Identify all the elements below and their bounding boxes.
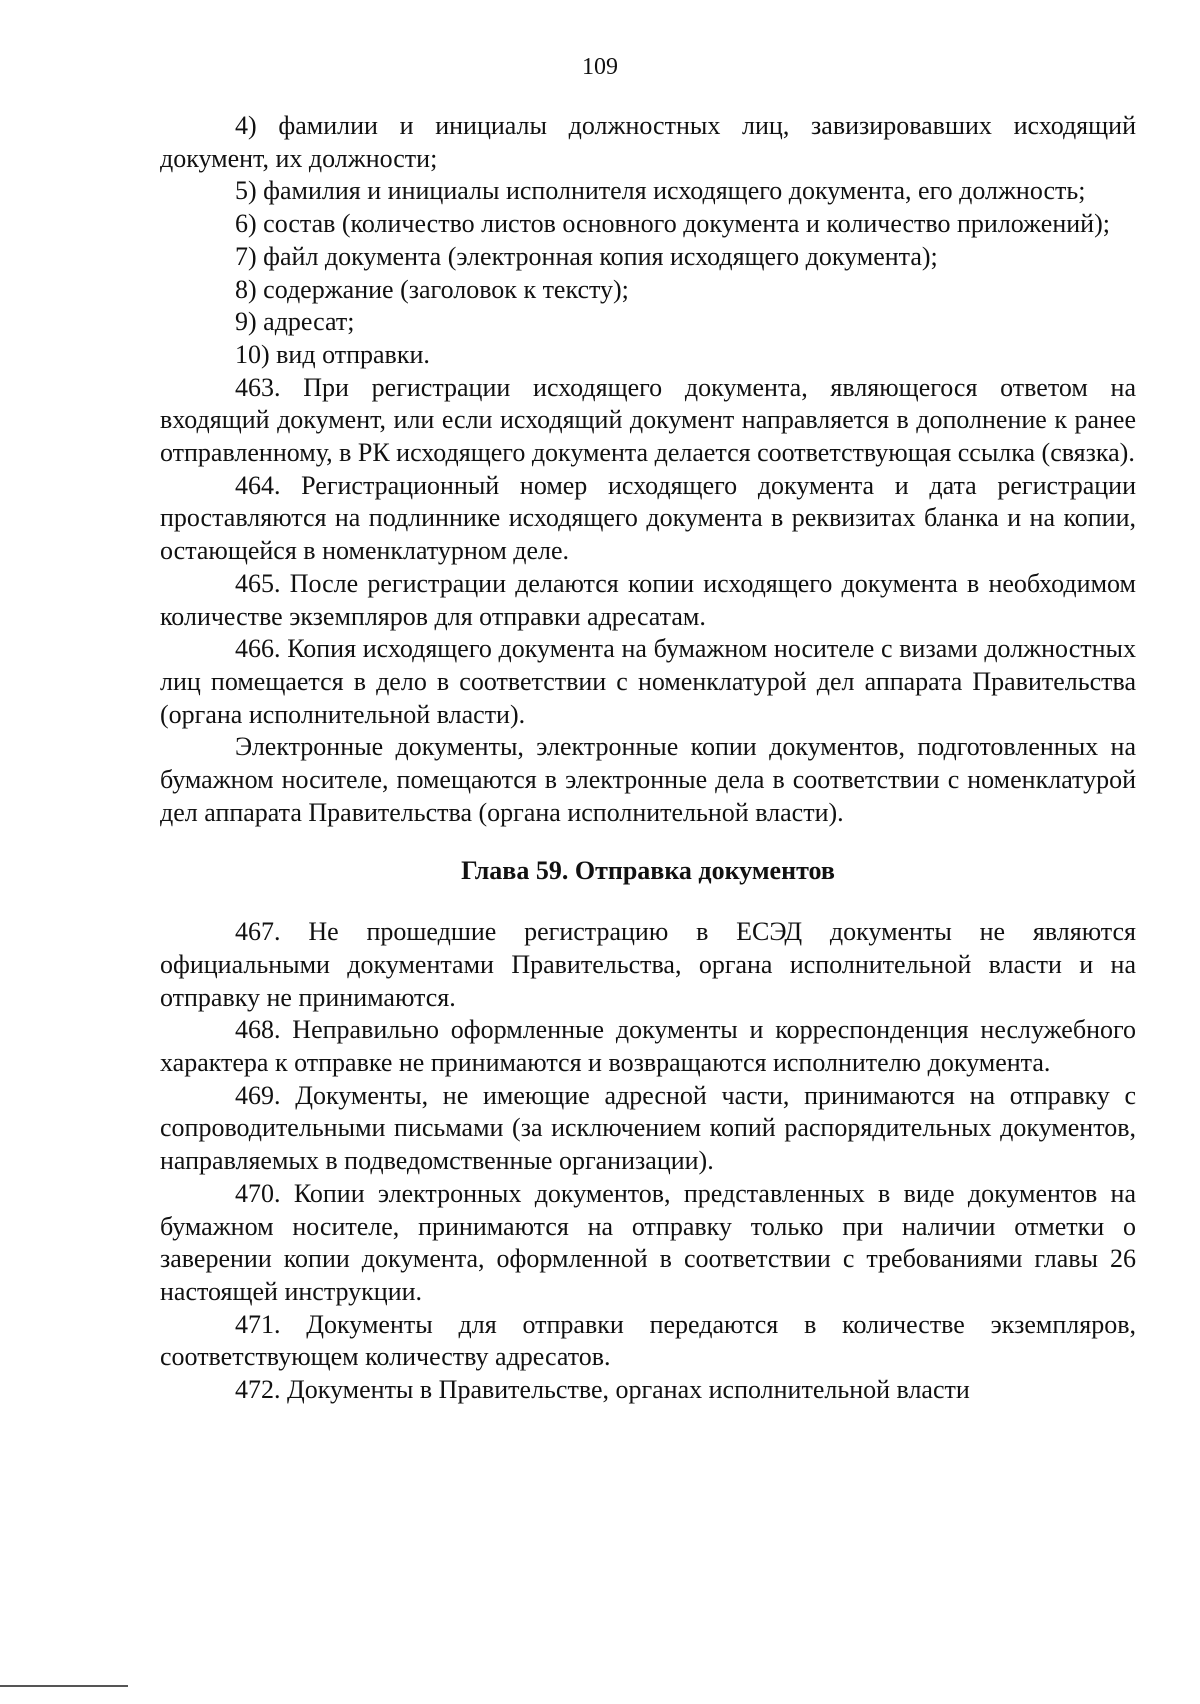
list-item-8: 8) содержание (заголовок к тексту); (235, 274, 629, 304)
clause-466: 466. Копия исходящего документа на бумажном носителе с визами должностных лиц помещается в дело в соответствии с номенклатурой дел аппарата Правительства (органа исполнительной власти). (160, 634, 1136, 729)
clause-470: 470. Копии электронных документов, представленных в виде документов на бумажном носителе, принимаются на отправку только при наличии отметки о заверении копии документа, оформленной в соответствии с требованиями главы 26 настоящей инструкции. (160, 1178, 1136, 1306)
clause-468: 468. Неправильно оформленные документы и корреспонденция неслужебного характера к отправке не принимаются и возвращаются исполнителю документа. (160, 1015, 1136, 1077)
footer-rule (0, 1685, 128, 1687)
clause-464: 464. Регистрационный номер исходящего документа и дата регистрации проставляются на подлиннике исходящего документа в реквизитах бланка и на копии, остающейся в номенклатурном деле. (160, 470, 1136, 566)
document-body (160, 110, 1136, 1407)
clause-463: 463. При регистрации исходящего документа, являющегося ответом на входящий документ, или если исходящий документ направляется в дополнение к ранее отправленному, в РК исходящего документа делается соответствующая ссылка (связка). (160, 372, 1136, 468)
list-item-5: 5) фамилия и инициалы исполнителя исходящего документа, его должность; (235, 176, 1086, 206)
list-item-9: 9) адресат; (235, 307, 355, 337)
clause-472: 472. Документы в Правительстве, органах исполнительной власти (235, 1375, 970, 1405)
list-item-7: 7) файл документа (электронная копия исходящего документа); (235, 241, 938, 271)
chapter-title: Глава 59. Отправка документов (461, 856, 835, 886)
list-item-6: 6) состав (количество листов основного документа и количество приложений); (235, 209, 1110, 239)
clause-465: 465. После регистрации делаются копии исходящего документа в необходимом количестве экземпляров для отправки адресатам. (160, 568, 1136, 631)
clause-466-electronic: Электронные документы, электронные копии документов, подготовленных на бумажном носителе, помещаются в электронные дела в соответствии с номенклатурой дел аппарата Правительства (органа исполнительной власти). (160, 732, 1136, 827)
clause-467: 467. Не прошедшие регистрацию в ЕСЭД документы не являются официальными документами Правительства, органа исполнительной власти и на отправку не принимаются. (160, 917, 1136, 1012)
clause-469: 469. Документы, не имеющие адресной части, принимаются на отправку с сопроводительными письмами (за исключением копий распорядительных документов, направляемых в подведомственные организации). (160, 1080, 1136, 1176)
page-number: 109 (582, 54, 618, 80)
clause-471: 471. Документы для отправки передаются в количестве экземпляров, соответствующем количеству адресатов. (160, 1309, 1136, 1372)
list-item-4: 4) фамилии и инициалы должностных лиц, завизировавших исходящий документ, их должности; (160, 111, 1136, 173)
list-item-10: 10) вид отправки. (235, 339, 430, 369)
